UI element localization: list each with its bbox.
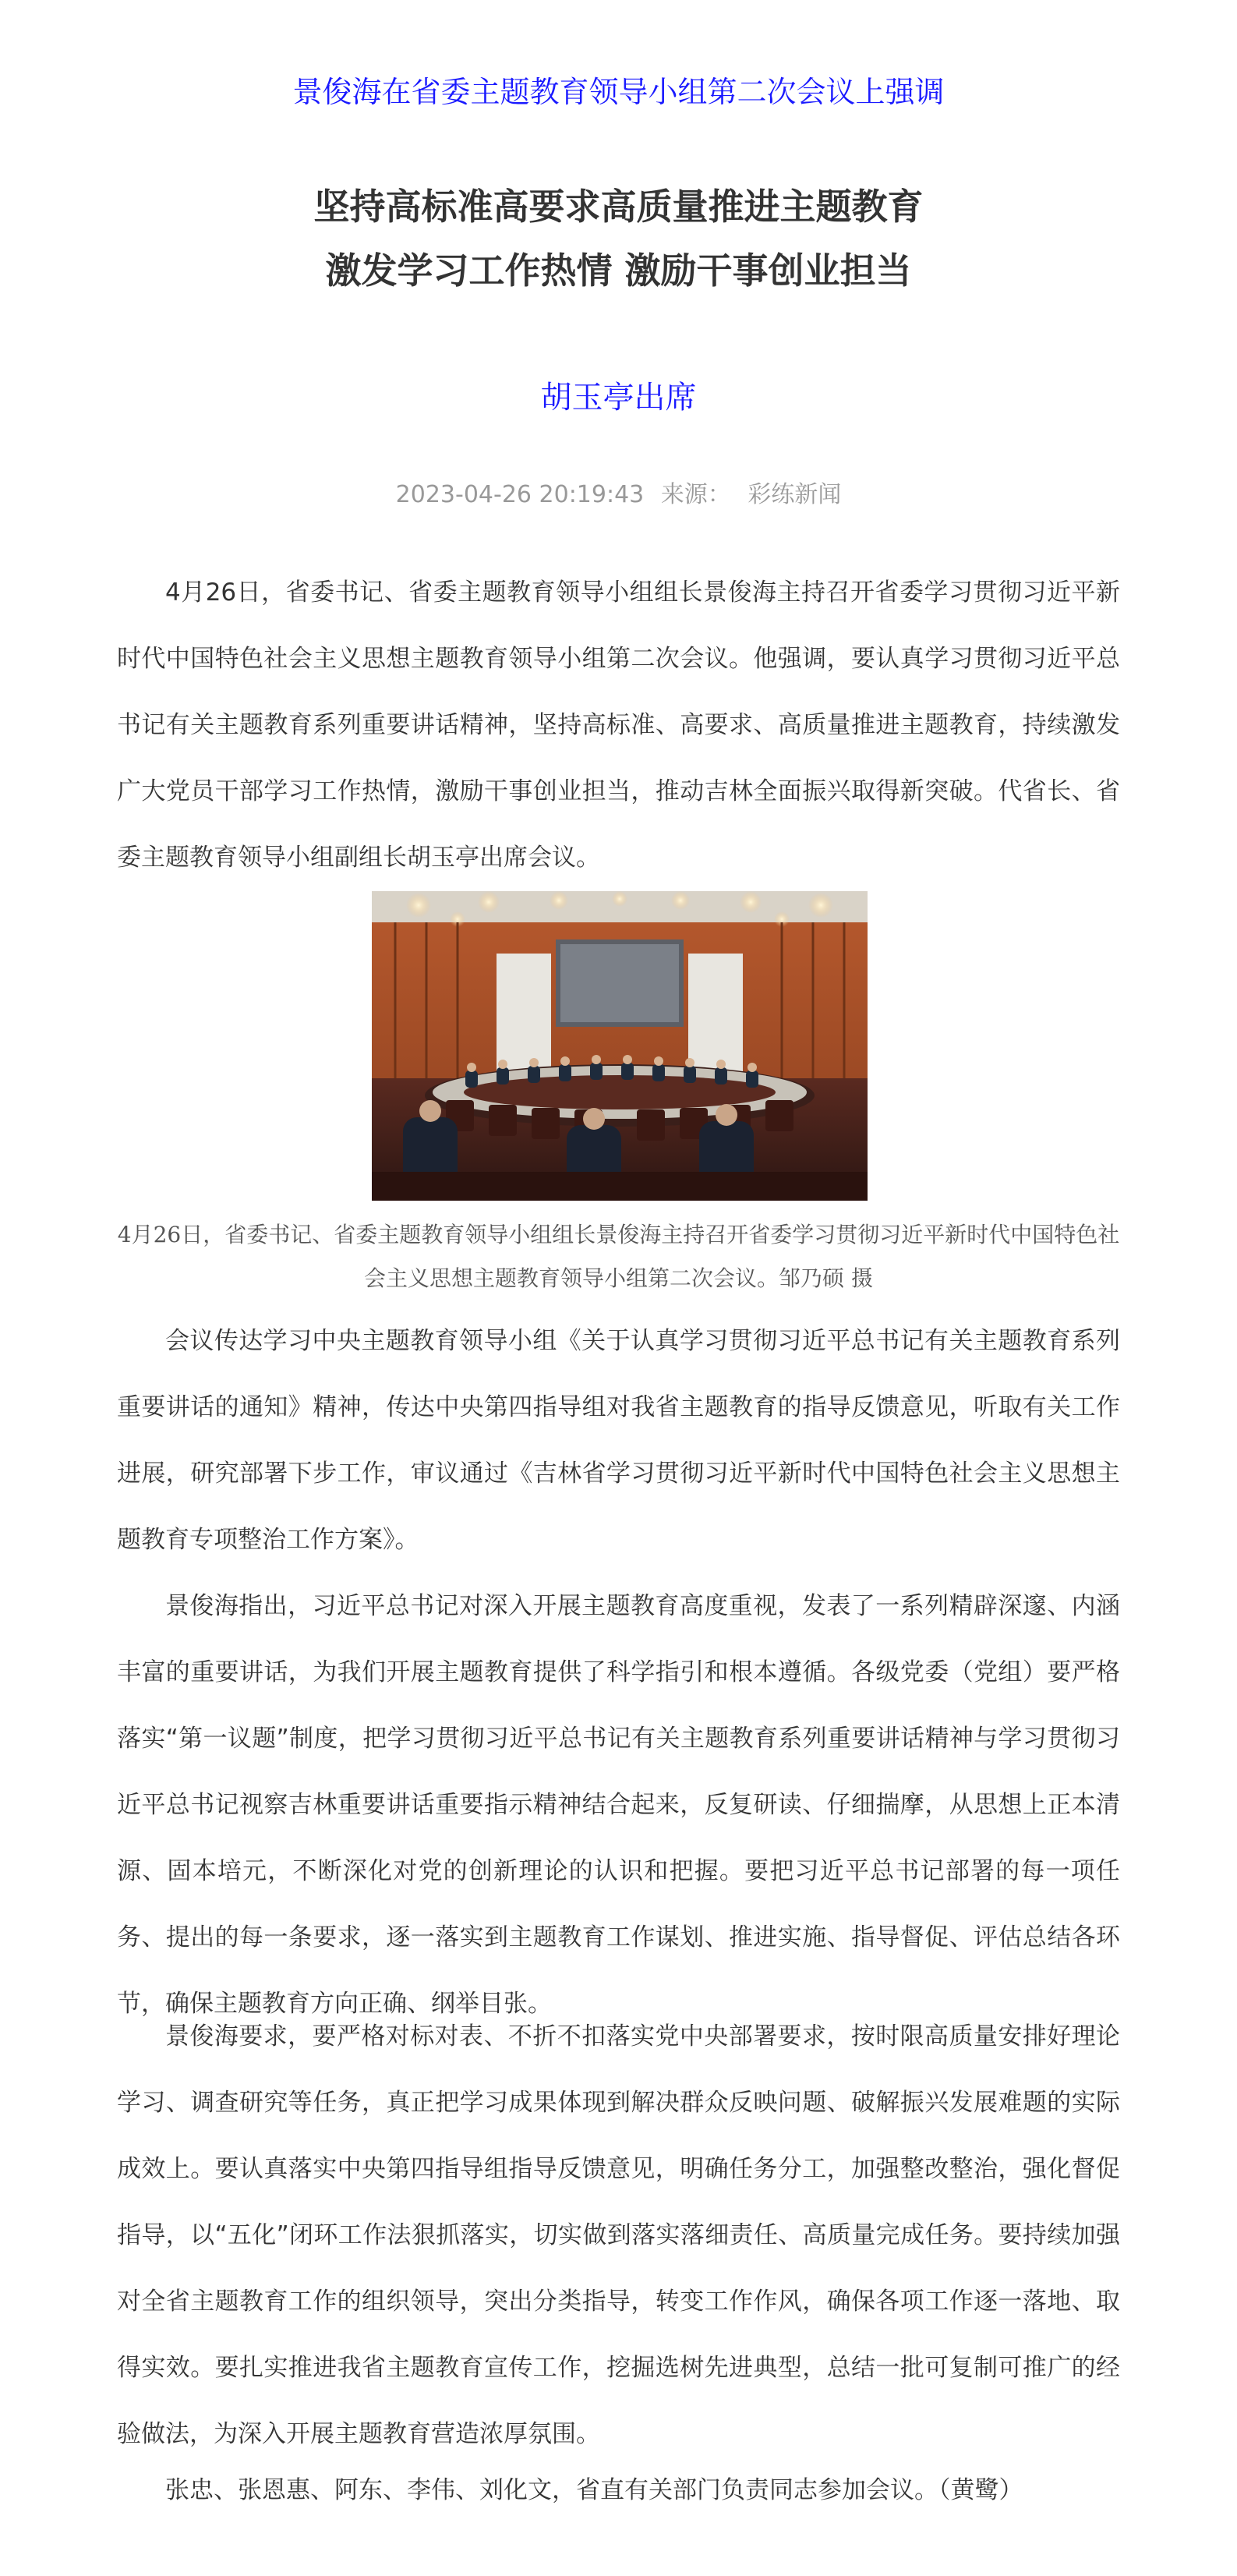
- meeting-photo: [372, 891, 868, 1201]
- headline-line-2: 激发学习工作热情 激励干事创业担当: [325, 249, 912, 292]
- paragraph-4: 景俊海要求，要严格对标对表、不折不扣落实党中央部署要求，按时限高质量安排好理论学习、调查研究等任务，真正把学习成果体现到解决群众反映问题、破解振兴发展难题的实际成效上。要认真落实中央第四指导组指导反馈意见，明确任务分工，加强整改整治，强化督促指导，以“五化”闭环工作法狠抓落实，切实做到落实落细责任、高质量完成任务。要持续加强对全省主题教育工作的组织领导，突出分类指导，转变工作作风，确保各项工作逐一落地、取得实效。要扎实推进我省主题教育宣传工作，挖掘选树先进典型，总结一批可复制可推广的经验做法，为深入开展主题教育营造浓厚氛围。: [117, 2022, 1120, 2448]
- article-meta: [117, 476, 1120, 515]
- paragraph-5: 张忠、张恩惠、阿东、李伟、刘化文，省直有关部门负责同志参加会议。（黄鹭）: [165, 2476, 1023, 2504]
- article-kicker: 景俊海在省委主题教育领导小组第二次会议上强调: [292, 75, 945, 109]
- source-label: 来源：: [660, 481, 731, 508]
- paragraph-1: 4月26日，省委书记、省委主题教育领导小组组长景俊海主持召开省委学习贯彻习近平新时代中国特色社会主义思想主题教育领导小组第二次会议。他强调，要认真学习贯彻习近平总书记有关主题教育系列重要讲话精神，坚持高标准、高要求、高质量推进主题教育，持续激发广大党员干部学习工作热情，激励干事创业担当，推动吉林全面振兴取得新突破。代省长、省委主题教育领导小组副组长胡玉亭出席会议。: [117, 579, 1120, 872]
- source-name: 彩练新闻: [748, 481, 842, 508]
- publish-datetime: 2023-04-26 20:19:43: [395, 481, 645, 508]
- headline-line-1: 坚持高标准高要求高质量推进主题教育: [313, 186, 924, 228]
- paragraph-3: 景俊海指出，习近平总书记对深入开展主题教育高度重视，发表了一系列精辟深邃、内涵丰富的重要讲话，为我们开展主题教育提供了科学指引和根本遵循。各级党委（党组）要严格落实“第一议题”制度，把学习贯彻习近平总书记有关主题教育系列重要讲话精神与学习贯彻习近平总书记视察吉林重要讲话重要指示精神结合起来，反复研读、仔细揣摩，从思想上正本清源、固本培元，不断深化对党的创新理论的认识和把握。要把习近平总书记部署的每一项任务、提出的每一条要求，逐一落实到主题教育工作谋划、推进实施、指导督促、评估总结各环节，确保主题教育方向正确、纲举目张。: [117, 1592, 1120, 2018]
- photo-caption: 4月26日，省委书记、省委主题教育领导小组组长景俊海主持召开省委学习贯彻习近平新时代中国特色社会主义思想主题教育领导小组第二次会议。邹乃硕 摄: [117, 1222, 1120, 1291]
- paragraph-2: 会议传达学习中央主题教育领导小组《关于认真学习贯彻习近平总书记有关主题教育系列重要讲话的通知》精神，传达中央第四指导组对我省主题教育的指导反馈意见，听取有关工作进展，研究部署下步工作，审议通过《吉林省学习贯彻习近平新时代中国特色社会主义思想主题教育专项整治工作方案》。: [117, 1327, 1120, 1554]
- article-subtitle: 胡玉亭出席: [540, 380, 697, 416]
